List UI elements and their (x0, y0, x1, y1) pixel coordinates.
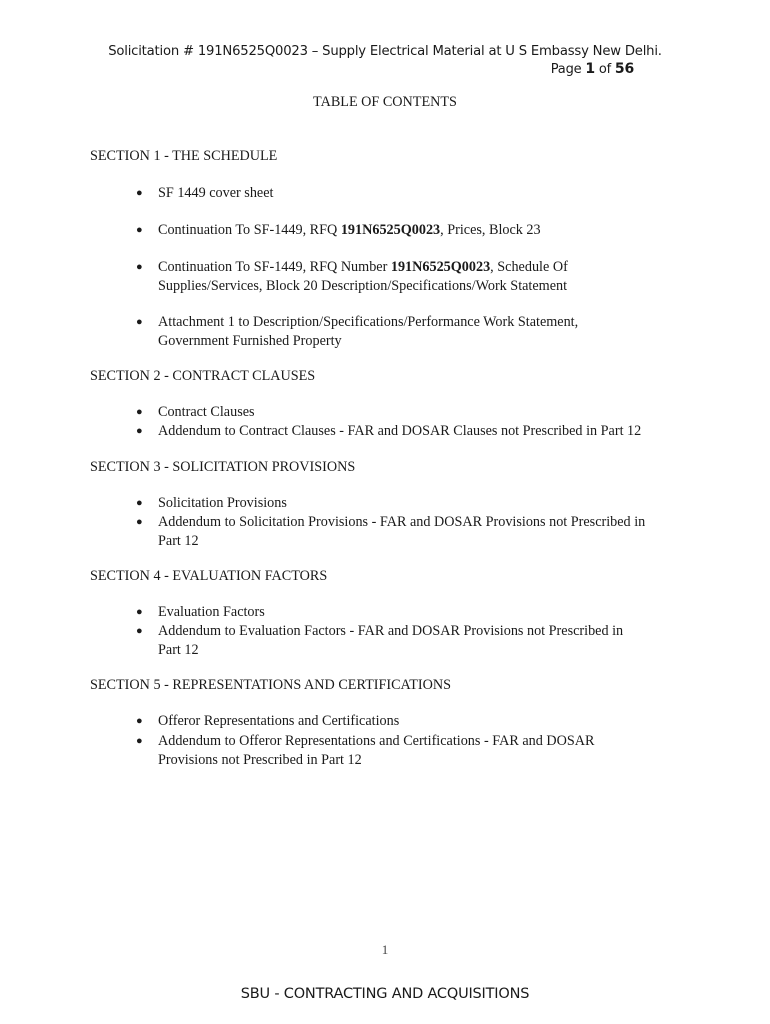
section-2-heading: SECTION 2 - CONTRACT CLAUSES (90, 368, 316, 384)
section-5-item-1: Offeror Representations and Certifications (158, 713, 400, 729)
section-4-heading: SECTION 4 - EVALUATION FACTORS (90, 568, 328, 584)
page-prefix: Page (550, 62, 586, 77)
header-page-indicator (551, 61, 634, 77)
bullet-icon (136, 258, 143, 277)
section-5-heading: SECTION 5 - REPRESENTATIONS AND CERTIFICATIONS (90, 677, 451, 693)
section-1-heading: SECTION 1 - THE SCHEDULE (90, 148, 278, 164)
page-total: 56 (614, 61, 634, 77)
section-3-item-2: Addendum to Solicitation Provisions - FAR and DOSAR Provisions not Prescribed in Part 12 (158, 514, 646, 549)
section-4-item-2: Addendum to Evaluation Factors - FAR and DOSAR Provisions not Prescribed in Part 12 (158, 623, 624, 658)
bullet-icon (136, 712, 143, 731)
section-1-item-3: Continuation To SF-1449, RFQ Number 191N6525Q0023, Schedule Of Supplies/Services, Block 20 Description/Specifications/Work Statement (158, 259, 568, 294)
section-1-item-1: SF 1449 cover sheet (158, 185, 274, 201)
section-1-item-2: Continuation To SF-1449, RFQ 191N6525Q0023, Prices, Block 23 (158, 222, 541, 238)
bullet-icon (136, 622, 143, 641)
bullet-icon (136, 494, 143, 513)
bullet-icon (136, 732, 143, 751)
section-5-item-2: Addendum to Offeror Representations and Certifications - FAR and DOSAR Provisions not Prescribed in Part 12 (158, 733, 595, 768)
header-solicitation: Solicitation # 191N6525Q0023 – Supply Electrical Material at U S Embassy New Delhi. (108, 44, 662, 59)
page-current: 1 (585, 61, 595, 77)
section-3-item-1: Solicitation Provisions (158, 495, 287, 511)
section-2-item-1: Contract Clauses (158, 404, 255, 420)
bullet-icon (136, 403, 143, 422)
bullet-icon (136, 184, 143, 203)
footer-classification: SBU - CONTRACTING AND ACQUISITIONS (240, 986, 530, 1002)
section-3-heading: SECTION 3 - SOLICITATION PROVISIONS (90, 459, 356, 475)
toc-title: TABLE OF CONTENTS (313, 94, 457, 110)
section-4-item-1: Evaluation Factors (158, 604, 265, 620)
page-of: of (594, 62, 615, 77)
bullet-icon (136, 513, 143, 532)
section-1-item-4: Attachment 1 to Description/Specifications/Performance Work Statement, Government Furnished Property (158, 314, 579, 349)
bullet-icon (136, 603, 143, 622)
bullet-icon (136, 422, 143, 441)
bullet-icon (136, 313, 143, 332)
page-number: 1 (381, 942, 389, 957)
section-2-item-2: Addendum to Contract Clauses - FAR and DOSAR Clauses not Prescribed in Part 12 (158, 423, 642, 439)
bullet-icon (136, 221, 143, 240)
